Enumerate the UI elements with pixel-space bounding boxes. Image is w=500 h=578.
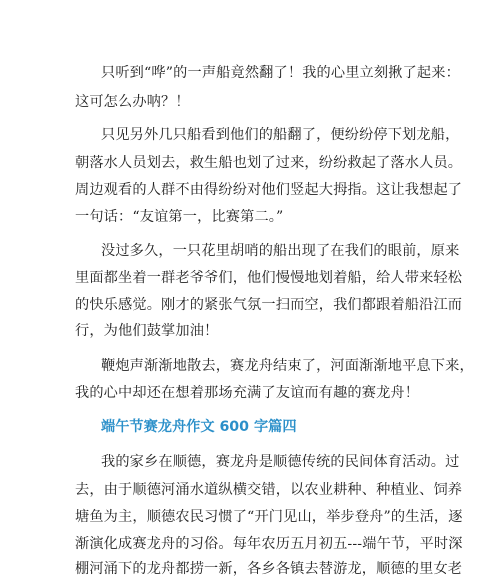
paragraph-line: 我的心中却还在想着那场充满了友谊而有趣的赛龙舟！	[75, 385, 420, 401]
paragraph-line: 朝落水人员划去，救生船也划了过来，纷纷救起了落水人员。	[75, 155, 463, 171]
section-heading: 端午节赛龙舟作文 600 字篇四	[101, 419, 297, 435]
paragraph-line-clipped: 棚河涌下的龙舟都捞一新，各乡各镇去替游龙，顺德的里女老	[75, 561, 463, 577]
paragraph-line: 里面都坐着一群老爷爷们，他们慢慢地划着船，给人带来轻松	[75, 270, 463, 286]
paragraph-line: 只见另外几只船看到他们的船翻了，便纷纷停下划龙船，	[101, 127, 460, 143]
paragraph-line: 周边观看的人群不由得纷纷对他们竖起大拇指。这让我想起了	[75, 182, 463, 198]
paragraph-line: 渐演化成赛龙舟的习俗。每年农历五月初五---端午节，平时深	[75, 536, 463, 552]
paragraph-line: 行，为他们鼓掌加油！	[75, 323, 219, 339]
paragraph-line: 没过多久，一只花里胡哨的船出现了在我们的眼前，原来	[101, 243, 460, 259]
paragraph-line: 只听到“哗”的一声船竟然翻了！我的心里立刻揪了起来：	[101, 65, 460, 81]
paragraph-line: 我的家乡在顺德，赛龙舟是顺德传统的民间体育活动。过	[101, 454, 460, 470]
paragraph-line: 去，由于顺德河涌水道纵横交错，以农业耕种、种植业、饲养	[75, 482, 463, 498]
paragraph-line: 的快乐感觉。刚才的紧张气氛一扫而空，我们都跟着船沿江而	[75, 297, 463, 313]
paragraph-line: 塘鱼为主，顺德农民习惯了“开门见山，举步登舟”的生活，逐	[75, 509, 463, 525]
paragraph-line: 这可怎么办呐？！	[75, 94, 190, 110]
paragraph-line: 鞭炮声渐渐地散去，赛龙舟结束了，河面渐渐地平息下来，	[101, 358, 474, 374]
paragraph-line: 一句话：“友谊第一，比赛第二。”	[75, 209, 284, 225]
